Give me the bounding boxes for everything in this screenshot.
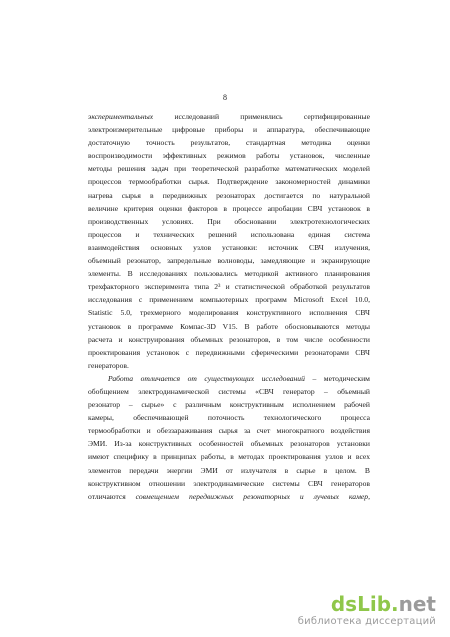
text-line bbox=[88, 241, 370, 254]
text-line bbox=[88, 306, 370, 319]
text-line bbox=[88, 110, 370, 123]
text-fragment: элементы. В исследованиях пользовались методикой активного планирования bbox=[88, 269, 370, 279]
text-fragment: производственных условиях. При обосновании электротехнологических bbox=[88, 216, 370, 226]
text-fragment: достаточную точность результатов, стандартная методика оценки bbox=[88, 138, 370, 148]
text-fragment: исследований применялись сертифицированные bbox=[153, 112, 370, 121]
text-line bbox=[88, 490, 370, 503]
text-line bbox=[88, 136, 370, 149]
text-fragment: – методическим bbox=[304, 373, 370, 383]
text-line bbox=[88, 477, 370, 490]
text-line bbox=[88, 267, 370, 280]
text-fragment: процессов термообработки сырья. Подтверждение закономерностей динамики bbox=[88, 177, 370, 187]
page-number: 8 bbox=[223, 93, 227, 102]
text-fragment: процессов и технических решений использована единая система bbox=[88, 229, 370, 239]
logo-dot: . bbox=[391, 592, 399, 616]
text-fragment: объемный резонатор, запредельные волноводы, замедляющие и экранирующие bbox=[88, 256, 370, 266]
italic-fragment: Работа отличается от существующих исследований bbox=[108, 373, 305, 383]
document-text bbox=[88, 110, 370, 503]
italic-fragment: экспериментальных bbox=[88, 112, 154, 121]
text-line bbox=[88, 123, 370, 136]
text-line bbox=[88, 333, 370, 346]
text-line bbox=[88, 372, 370, 385]
text-fragment: методы решения задач при теоретической разработке математических моделей bbox=[88, 164, 370, 174]
text-line bbox=[88, 385, 370, 398]
text-fragment: элементов передачи энергии ЭМИ от излучателя в сырье в целом. В bbox=[88, 465, 370, 475]
text-fragment: исследования с применением компьютерных программ Microsoft Excel 10.0, bbox=[88, 295, 370, 305]
text-fragment: расчета и конструирования объемных резонаторов, в том числе особенности bbox=[88, 334, 370, 344]
text-fragment: воспроизводимости эффективных режимов работы установок, численные bbox=[88, 151, 370, 161]
text-line bbox=[88, 424, 370, 437]
logo-lib: Lib bbox=[357, 592, 392, 616]
text-fragment: трехфакторного эксперимента типа 2³ и статистической обработкой результатов bbox=[88, 282, 370, 292]
watermark-caption: библиотека диссертаций bbox=[297, 616, 436, 627]
watermark[interactable] bbox=[286, 594, 436, 627]
text-line bbox=[88, 293, 370, 306]
dslib-logo bbox=[331, 594, 436, 614]
text-fragment: отличаются bbox=[88, 491, 136, 501]
text-line bbox=[88, 320, 370, 333]
text-fragment: Statistic 5.0, трехмерного моделирования конструктивного исполнения СВЧ bbox=[88, 308, 370, 318]
text-line bbox=[88, 437, 370, 450]
text-line bbox=[88, 228, 370, 241]
logo-net: net bbox=[398, 592, 436, 616]
text-line bbox=[88, 175, 370, 188]
text-fragment: нагрева сырья в передвижных резонаторах достигается по натуральной bbox=[88, 190, 370, 200]
text-line bbox=[88, 398, 370, 411]
text-fragment: термообработки и обеззараживания сырья за счет многократного воздействия bbox=[88, 426, 370, 436]
italic-fragment: совмещением передвижных резонаторных и лучевых камер, bbox=[135, 491, 370, 501]
text-line bbox=[88, 359, 370, 372]
text-fragment: электроизмерительные цифровые приборы и аппаратура, обеспечивающие bbox=[88, 125, 370, 135]
text-line bbox=[88, 411, 370, 424]
text-line bbox=[88, 202, 370, 215]
text-line bbox=[88, 189, 370, 202]
text-line bbox=[88, 149, 370, 162]
text-line bbox=[88, 346, 370, 359]
text-line bbox=[88, 280, 370, 293]
logo-ds: ds bbox=[330, 592, 358, 616]
text-fragment: имеют специфику в принципах работы, в методах проектирования узлов и всех bbox=[88, 452, 370, 462]
text-fragment: ЭМИ. Из-за конструктивных особенностей объемных резонаторов установки bbox=[88, 439, 370, 449]
text-line bbox=[88, 254, 370, 267]
text-line bbox=[88, 464, 370, 477]
text-fragment: обобщением электродинамической системы «СВЧ генератор – объемный bbox=[88, 386, 370, 396]
text-line bbox=[88, 215, 370, 228]
text-fragment: камеры, обеспечивающей поточность технологического процесса bbox=[88, 413, 370, 423]
text-fragment: величине критерия оценки факторов в процессе апробации СВЧ установок в bbox=[88, 203, 370, 213]
text-line bbox=[88, 162, 370, 175]
text-fragment: взаимодействия основных узлов установки: источник СВЧ излучения, bbox=[88, 242, 370, 252]
text-fragment: конструктивном отношении электродинамические системы СВЧ генераторов bbox=[88, 478, 370, 488]
text-line bbox=[88, 450, 370, 463]
text-fragment: резонатор – сырье» с различным конструктивным исполнением рабочей bbox=[88, 400, 370, 410]
text-fragment: установок в программе Компас-3D V15. В работе обосновываются методы bbox=[88, 321, 370, 331]
text-fragment: генераторов. bbox=[88, 360, 129, 370]
text-fragment: проектирования установок с передвижными сферическими резонаторами СВЧ bbox=[88, 347, 370, 357]
